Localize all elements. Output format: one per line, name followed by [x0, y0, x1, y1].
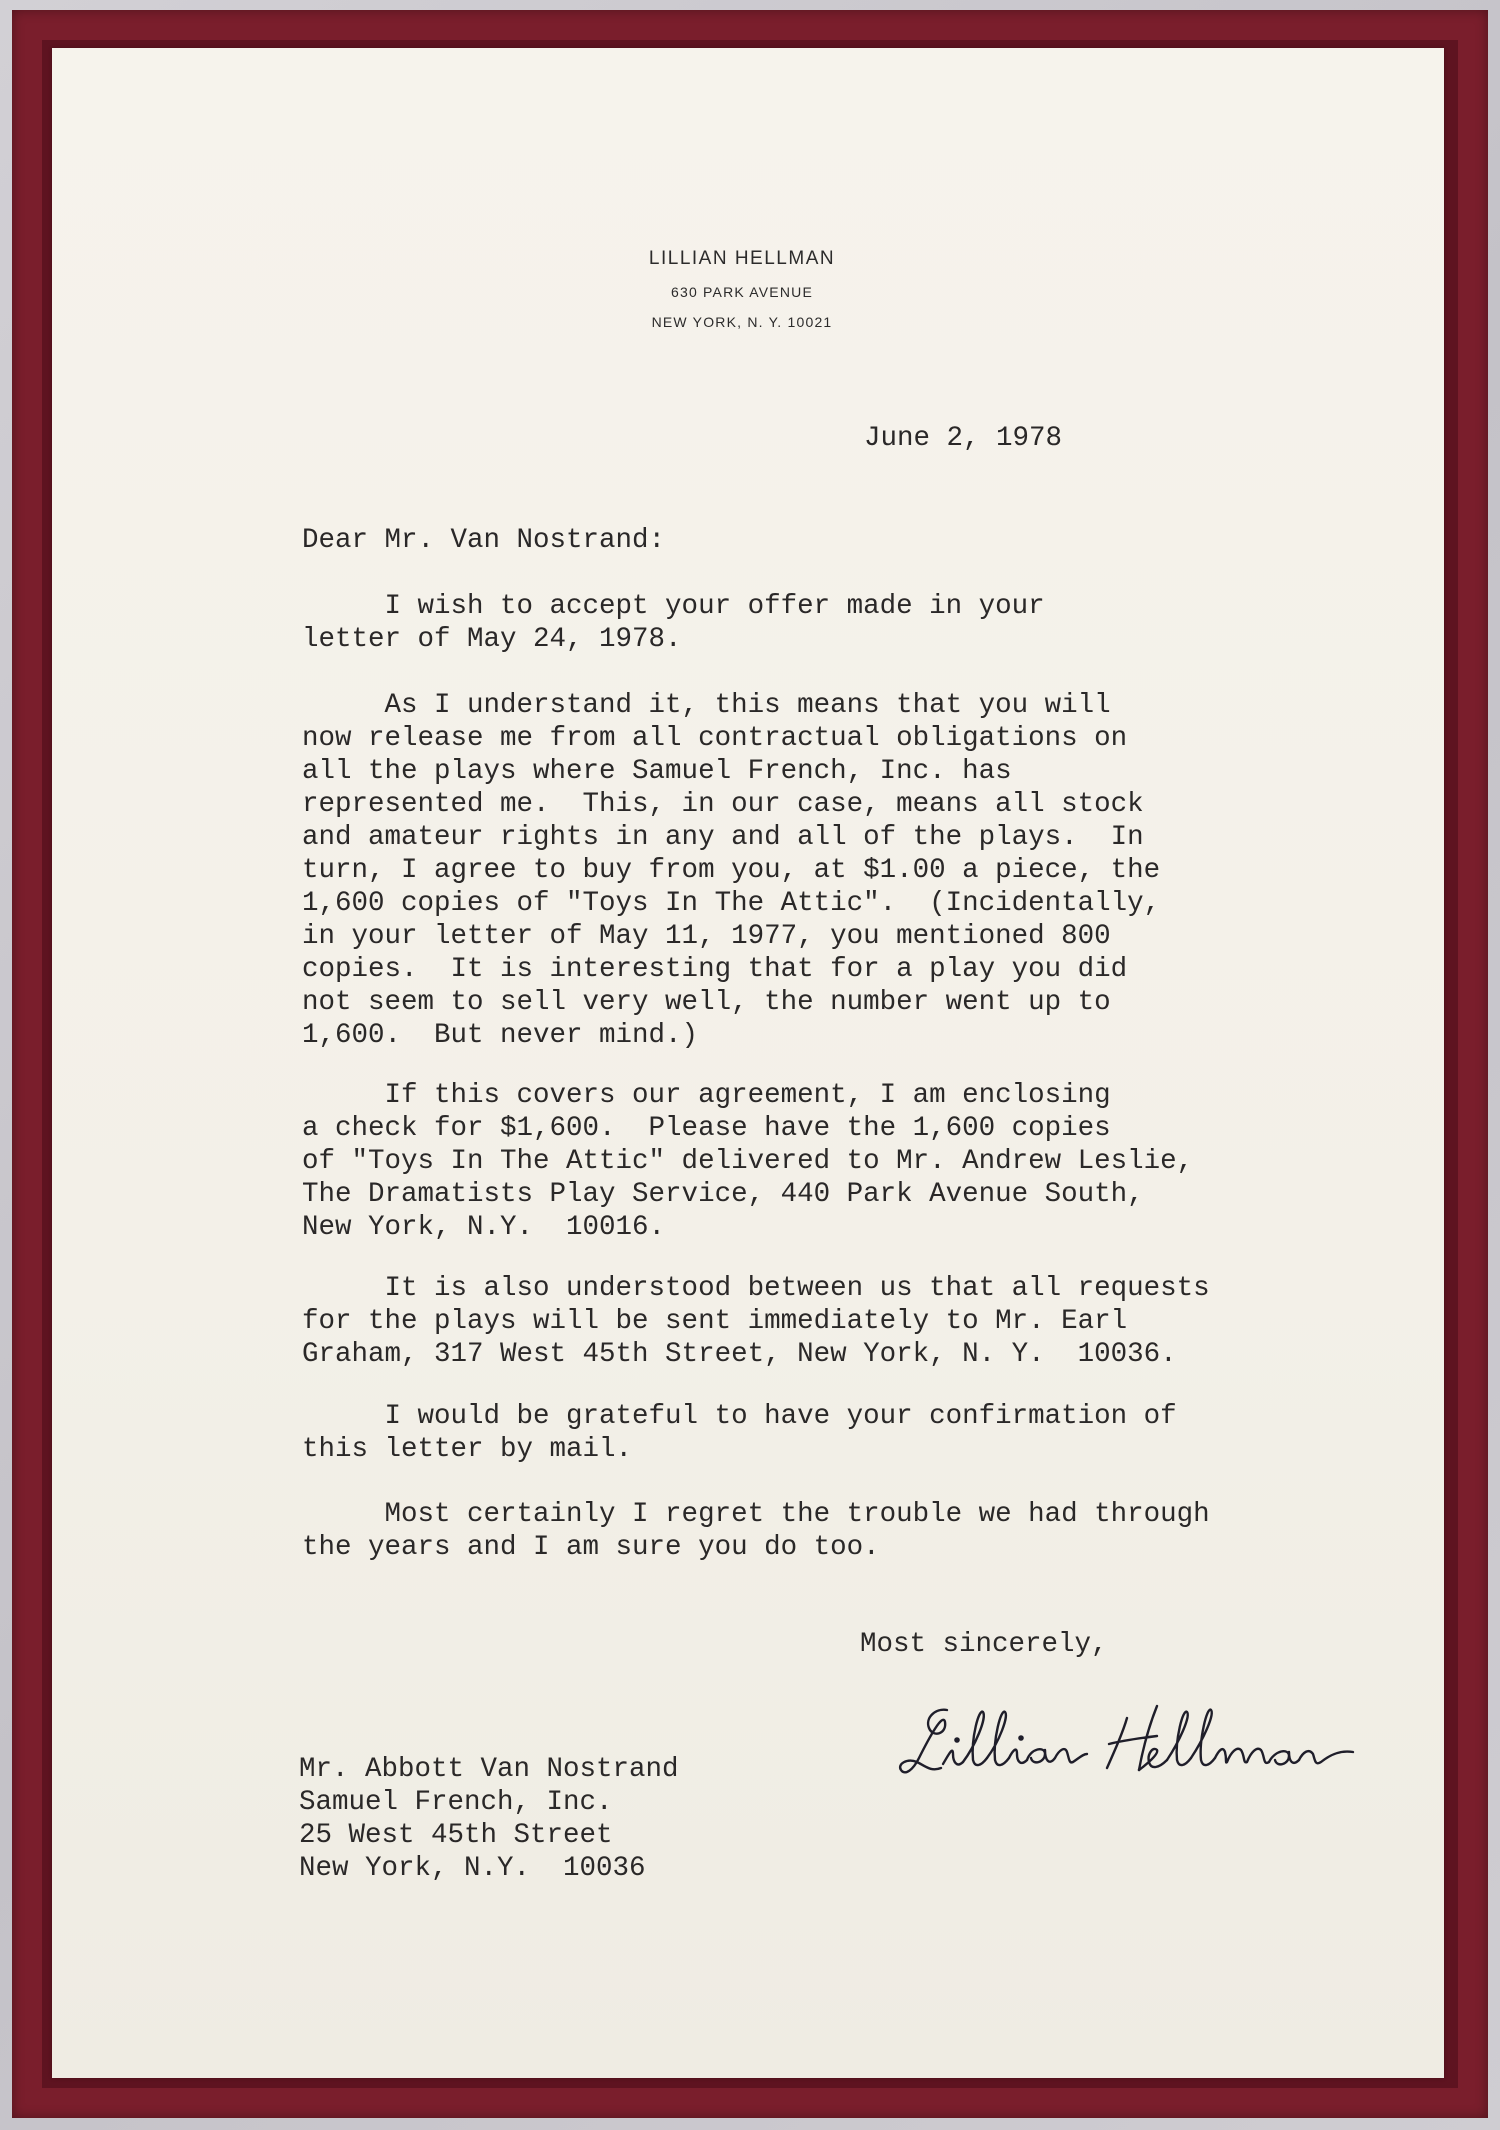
- paragraph-confirmation: I would be grateful to have your confirmation of this letter by mail.: [302, 1401, 1177, 1465]
- recipient-address: Mr. Abbott Van Nostrand Samuel French, Inc. 25 West 45th Street New York, N.Y. 10036: [299, 1754, 679, 1884]
- closing: Most sincerely,: [860, 1629, 1108, 1660]
- letter-date: June 2, 1978: [864, 423, 1063, 454]
- signature-text: [895, 1688, 903, 1689]
- salutation: Dear Mr. Van Nostrand:: [302, 525, 666, 556]
- letterhead: [572, 248, 912, 330]
- letterhead-street: 630 PARK AVENUE: [671, 284, 813, 300]
- paragraph-check: If this covers our agreement, I am enclosing a check for $1,600. Please have the 1,600 copies of "Toys In The Attic" delivered to Mr. Andrew Leslie, The Dramatists Play Service, 440 Park Avenue South, New York, N.Y. 10016.: [302, 1080, 1194, 1243]
- paragraph-understanding: As I understand it, this means that you will now release me from all contractual obligations on all the plays where Samuel French, Inc. has represented me. This, in our case, means all stock and amateur rights in any and all of the plays. In turn, I agree to buy from you, at $1.00 a piece, the 1,600 copies of "Toys In The Attic". (Incidentally, in your letter of May 11, 1977, you mentioned 800 copies. It is interesting that for a play you did not seem to sell very well, the number went up to 1,600. But never mind.): [302, 690, 1161, 1051]
- paragraph-requests: It is also understood between us that all requests for the plays will be sent immediately to Mr. Earl Graham, 317 West 45th Street, New York, N. Y. 10036.: [302, 1273, 1210, 1370]
- letterhead-name: LILLIAN HELLMAN: [648, 248, 836, 269]
- signature-drawing: [895, 1688, 1375, 1798]
- paragraph-acceptance: I wish to accept your offer made in your letter of May 24, 1978.: [302, 591, 1045, 655]
- letter-paper: [52, 48, 1444, 2078]
- handwritten-signature: [895, 1688, 1375, 1798]
- paragraph-regret: Most certainly I regret the trouble we had through the years and I am sure you do too.: [302, 1499, 1210, 1563]
- letterhead-city: NEW YORK, N. Y. 10021: [651, 314, 833, 330]
